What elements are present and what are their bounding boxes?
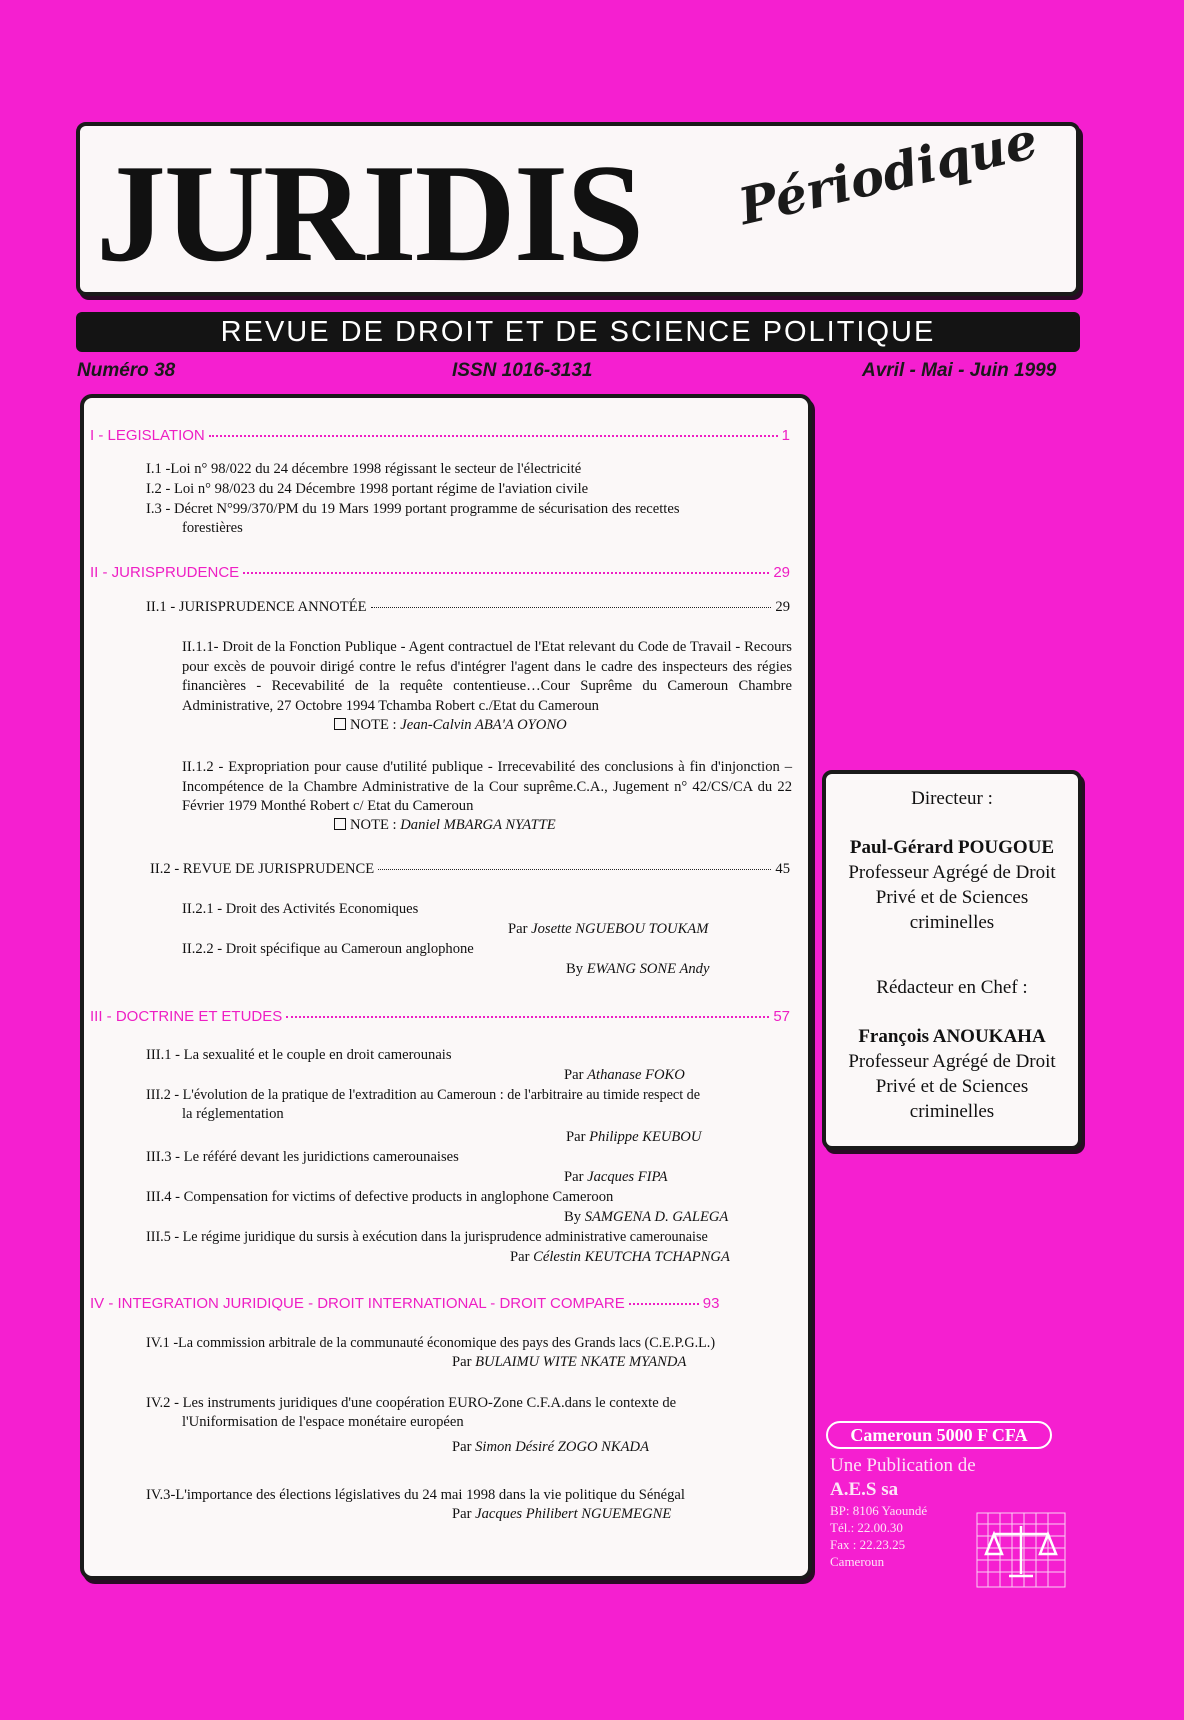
toc-item[interactable]: II.1.1- Droit de la Fonction Publique - Agent contractuel de l'Etat relevant du Code de Travail - Recours pour excès de pouvoir dirigé contre le refus d'intégrer l'agent dans le cadre des inspecteurs des régies financières - Recevabilité de la requête contentieuse…Cour Suprême du Cameroun Chambre Administrative, 27 Octobre 1994 Tchamba Robert c./Etat du Cameroun (182, 639, 792, 714)
author-line (452, 1505, 671, 1525)
section-doctrine[interactable] (90, 1007, 790, 1027)
editorial-board-box (822, 770, 1082, 1150)
note-author: Daniel MBARGA NYATTE (400, 817, 556, 833)
leader-dots (371, 606, 772, 608)
section-title: IV - INTEGRATION JURIDIQUE - DROIT INTERNATIONAL - DROIT COMPARE (90, 1295, 625, 1312)
author-name: Simon Désiré ZOGO NKADA (475, 1439, 650, 1455)
publisher-fax: Fax : 22.23.25 (830, 1537, 906, 1552)
toc-item[interactable]: I.2 - Loi n° 98/023 du 24 Décembre 1998 portant régime de l'aviation civile (146, 481, 589, 497)
note-line (334, 716, 567, 736)
section-title: I - LEGISLATION (90, 427, 205, 444)
by-label: Par (566, 1129, 590, 1145)
toc-item[interactable]: II.2.1 - Droit des Activités Economiques (182, 901, 419, 917)
author-name: Philippe KEUBOU (589, 1129, 702, 1145)
director-title-line: Privé et de Sciences (875, 887, 1029, 908)
author-name: Jacques FIPA (587, 1169, 668, 1185)
author-line (564, 1208, 728, 1228)
toc-item-continued: la réglementation (182, 1106, 284, 1122)
author-name: Célestin KEUTCHA TCHAPNGA (533, 1249, 730, 1265)
toc-item[interactable]: I.1 -Loi n° 98/022 du 24 décembre 1998 régissant le secteur de l'électricité (146, 461, 582, 477)
author-line (564, 1168, 667, 1188)
price-badge: Cameroun 5000 F CFA (826, 1421, 1052, 1449)
subsection-title: II.2 - REVUE DE JURISPRUDENCE (150, 861, 375, 877)
square-bullet-icon (334, 718, 346, 730)
journal-banner: REVUE DE DROIT ET DE SCIENCE POLITIQUE (76, 312, 1080, 352)
issue-date: Avril - Mai - Juin 1999 (862, 360, 1057, 381)
editor-label: Rédacteur en Chef : (876, 977, 1028, 998)
subsection-page: 29 (775, 599, 790, 615)
author-line (566, 960, 709, 980)
author-line (564, 1066, 685, 1086)
note-author: Jean-Calvin ABA'A OYONO (400, 717, 567, 733)
publisher-name: A.E.S sa (830, 1479, 899, 1500)
issue-number: Numéro 38 (77, 360, 176, 381)
publisher-country: Cameroun (830, 1554, 885, 1569)
toc-item-continued: forestières (182, 520, 243, 536)
publisher-phone: Tél.: 22.00.30 (830, 1520, 903, 1535)
by-label: Par (510, 1249, 534, 1265)
by-label: Par (452, 1506, 476, 1522)
by-label: By (564, 1209, 585, 1225)
editor-name: François ANOUKAHA (858, 1026, 1046, 1047)
author-name: Josette NGUEBOU TOUKAM (531, 921, 709, 937)
publisher-po-box: BP: 8106 Yaoundé (830, 1503, 928, 1518)
author-name: BULAIMU WITE NKATE MYANDA (475, 1354, 687, 1370)
issn: ISSN 1016-3131 (452, 360, 593, 381)
note-label: NOTE : (350, 817, 401, 833)
toc-item[interactable]: IV.1 -La commission arbitrale de la communauté économique des pays des Grands lacs (C.E.P.G.L.) (146, 1335, 716, 1351)
note-label: NOTE : (350, 717, 401, 733)
section-jurisprudence[interactable] (90, 563, 790, 583)
by-label: Par (564, 1169, 588, 1185)
by-label: Par (452, 1439, 476, 1455)
toc-item-continued: l'Uniformisation de l'espace monétaire européen (182, 1414, 464, 1430)
leader-dots (286, 1015, 769, 1018)
masthead (76, 110, 1080, 296)
publisher-info (830, 1454, 976, 1570)
note-line (334, 816, 556, 836)
section-page: 57 (773, 1008, 790, 1025)
section-page: 29 (773, 564, 790, 581)
toc-item[interactable]: II.1.2 - Expropriation pour cause d'utilité publique - Irrecevabilité des conclusions à fin d'injonction – Incompétence de la Chambre Administrative de la Cour suprême.C.A., Jugement n° 42/CS/CA du 22 Février 1979 Monthé Robert c/ Etat du Cameroun (182, 759, 792, 814)
toc-item[interactable]: III.5 - Le régime juridique du sursis à exécution dans la jurisprudence administrative camerounaise (146, 1229, 708, 1245)
toc-item[interactable]: III.1 - La sexualité et le couple en droit camerounais (146, 1047, 452, 1063)
by-label: Par (452, 1354, 476, 1370)
director-label: Directeur : (911, 788, 993, 809)
author-line (452, 1438, 649, 1458)
author-name: EWANG SONE Andy (586, 961, 710, 977)
author-line (508, 920, 708, 940)
by-label: Par (564, 1067, 588, 1083)
editor-title-line: Privé et de Sciences (875, 1076, 1029, 1097)
square-bullet-icon (334, 818, 346, 830)
leader-dots (209, 434, 778, 437)
section-title: III - DOCTRINE ET ETUDES (90, 1008, 283, 1025)
author-name: Athanase FOKO (587, 1067, 685, 1083)
author-line (566, 1128, 701, 1148)
scales-of-justice-icon (976, 1512, 1066, 1588)
toc-item[interactable]: III.3 - Le référé devant les juridictions camerounaises (146, 1149, 459, 1165)
subsection-page: 45 (775, 861, 790, 877)
subsection-title: II.1 - JURISPRUDENCE ANNOTÉE (146, 599, 367, 615)
section-page: 1 (781, 427, 790, 444)
journal-subtitle: Périodique (733, 110, 1043, 237)
publisher-intro: Une Publication de (830, 1455, 976, 1476)
author-name: Jacques Philibert NGUEMEGNE (475, 1506, 672, 1522)
leader-dots (378, 868, 771, 870)
toc-item[interactable]: III.2 - L'évolution de la pratique de l'extradition au Cameroun : de l'arbitraire au timide respect de (146, 1087, 701, 1103)
editor-title-line: Professeur Agrégé de Droit (848, 1051, 1056, 1072)
journal-title: JURIDIS (96, 136, 643, 291)
by-label: By (566, 961, 587, 977)
by-label: Par (508, 921, 532, 937)
toc-item[interactable]: II.2.2 - Droit spécifique au Cameroun anglophone (182, 941, 474, 957)
leader-dots (629, 1302, 699, 1305)
author-line (452, 1353, 686, 1373)
section-title: II - JURISPRUDENCE (90, 564, 240, 581)
director-name: Paul-Gérard POUGOUE (849, 837, 1055, 858)
leader-dots (243, 571, 769, 574)
subsection-jurisprudence-annotee[interactable] (146, 598, 790, 618)
section-page: 93 (702, 1295, 720, 1312)
toc-item[interactable]: I.3 - Décret N°99/370/PM du 19 Mars 1999 portant programme de sécurisation des recettes (146, 501, 680, 517)
section-integration-juridique[interactable] (90, 1294, 790, 1314)
author-name: SAMGENA D. GALEGA (584, 1209, 729, 1225)
editor-title-line: criminelles (909, 1101, 995, 1122)
toc-item[interactable]: III.4 - Compensation for victims of defective products in anglophone Cameroon (146, 1189, 614, 1205)
subsection-revue-de-jurisprudence[interactable] (150, 860, 790, 880)
toc-item[interactable]: IV.2 - Les instruments juridiques d'une coopération EURO-Zone C.F.A.dans le contexte de (146, 1395, 677, 1411)
author-line (510, 1248, 730, 1268)
director-title-line: Professeur Agrégé de Droit (848, 862, 1056, 883)
toc-item[interactable]: IV.3-L'importance des élections législatives du 24 mai 1998 dans la vie politique du Sénégal (146, 1487, 685, 1503)
table-of-contents (80, 394, 812, 1580)
section-legislation[interactable] (90, 426, 790, 446)
director-title-line: criminelles (909, 912, 995, 933)
